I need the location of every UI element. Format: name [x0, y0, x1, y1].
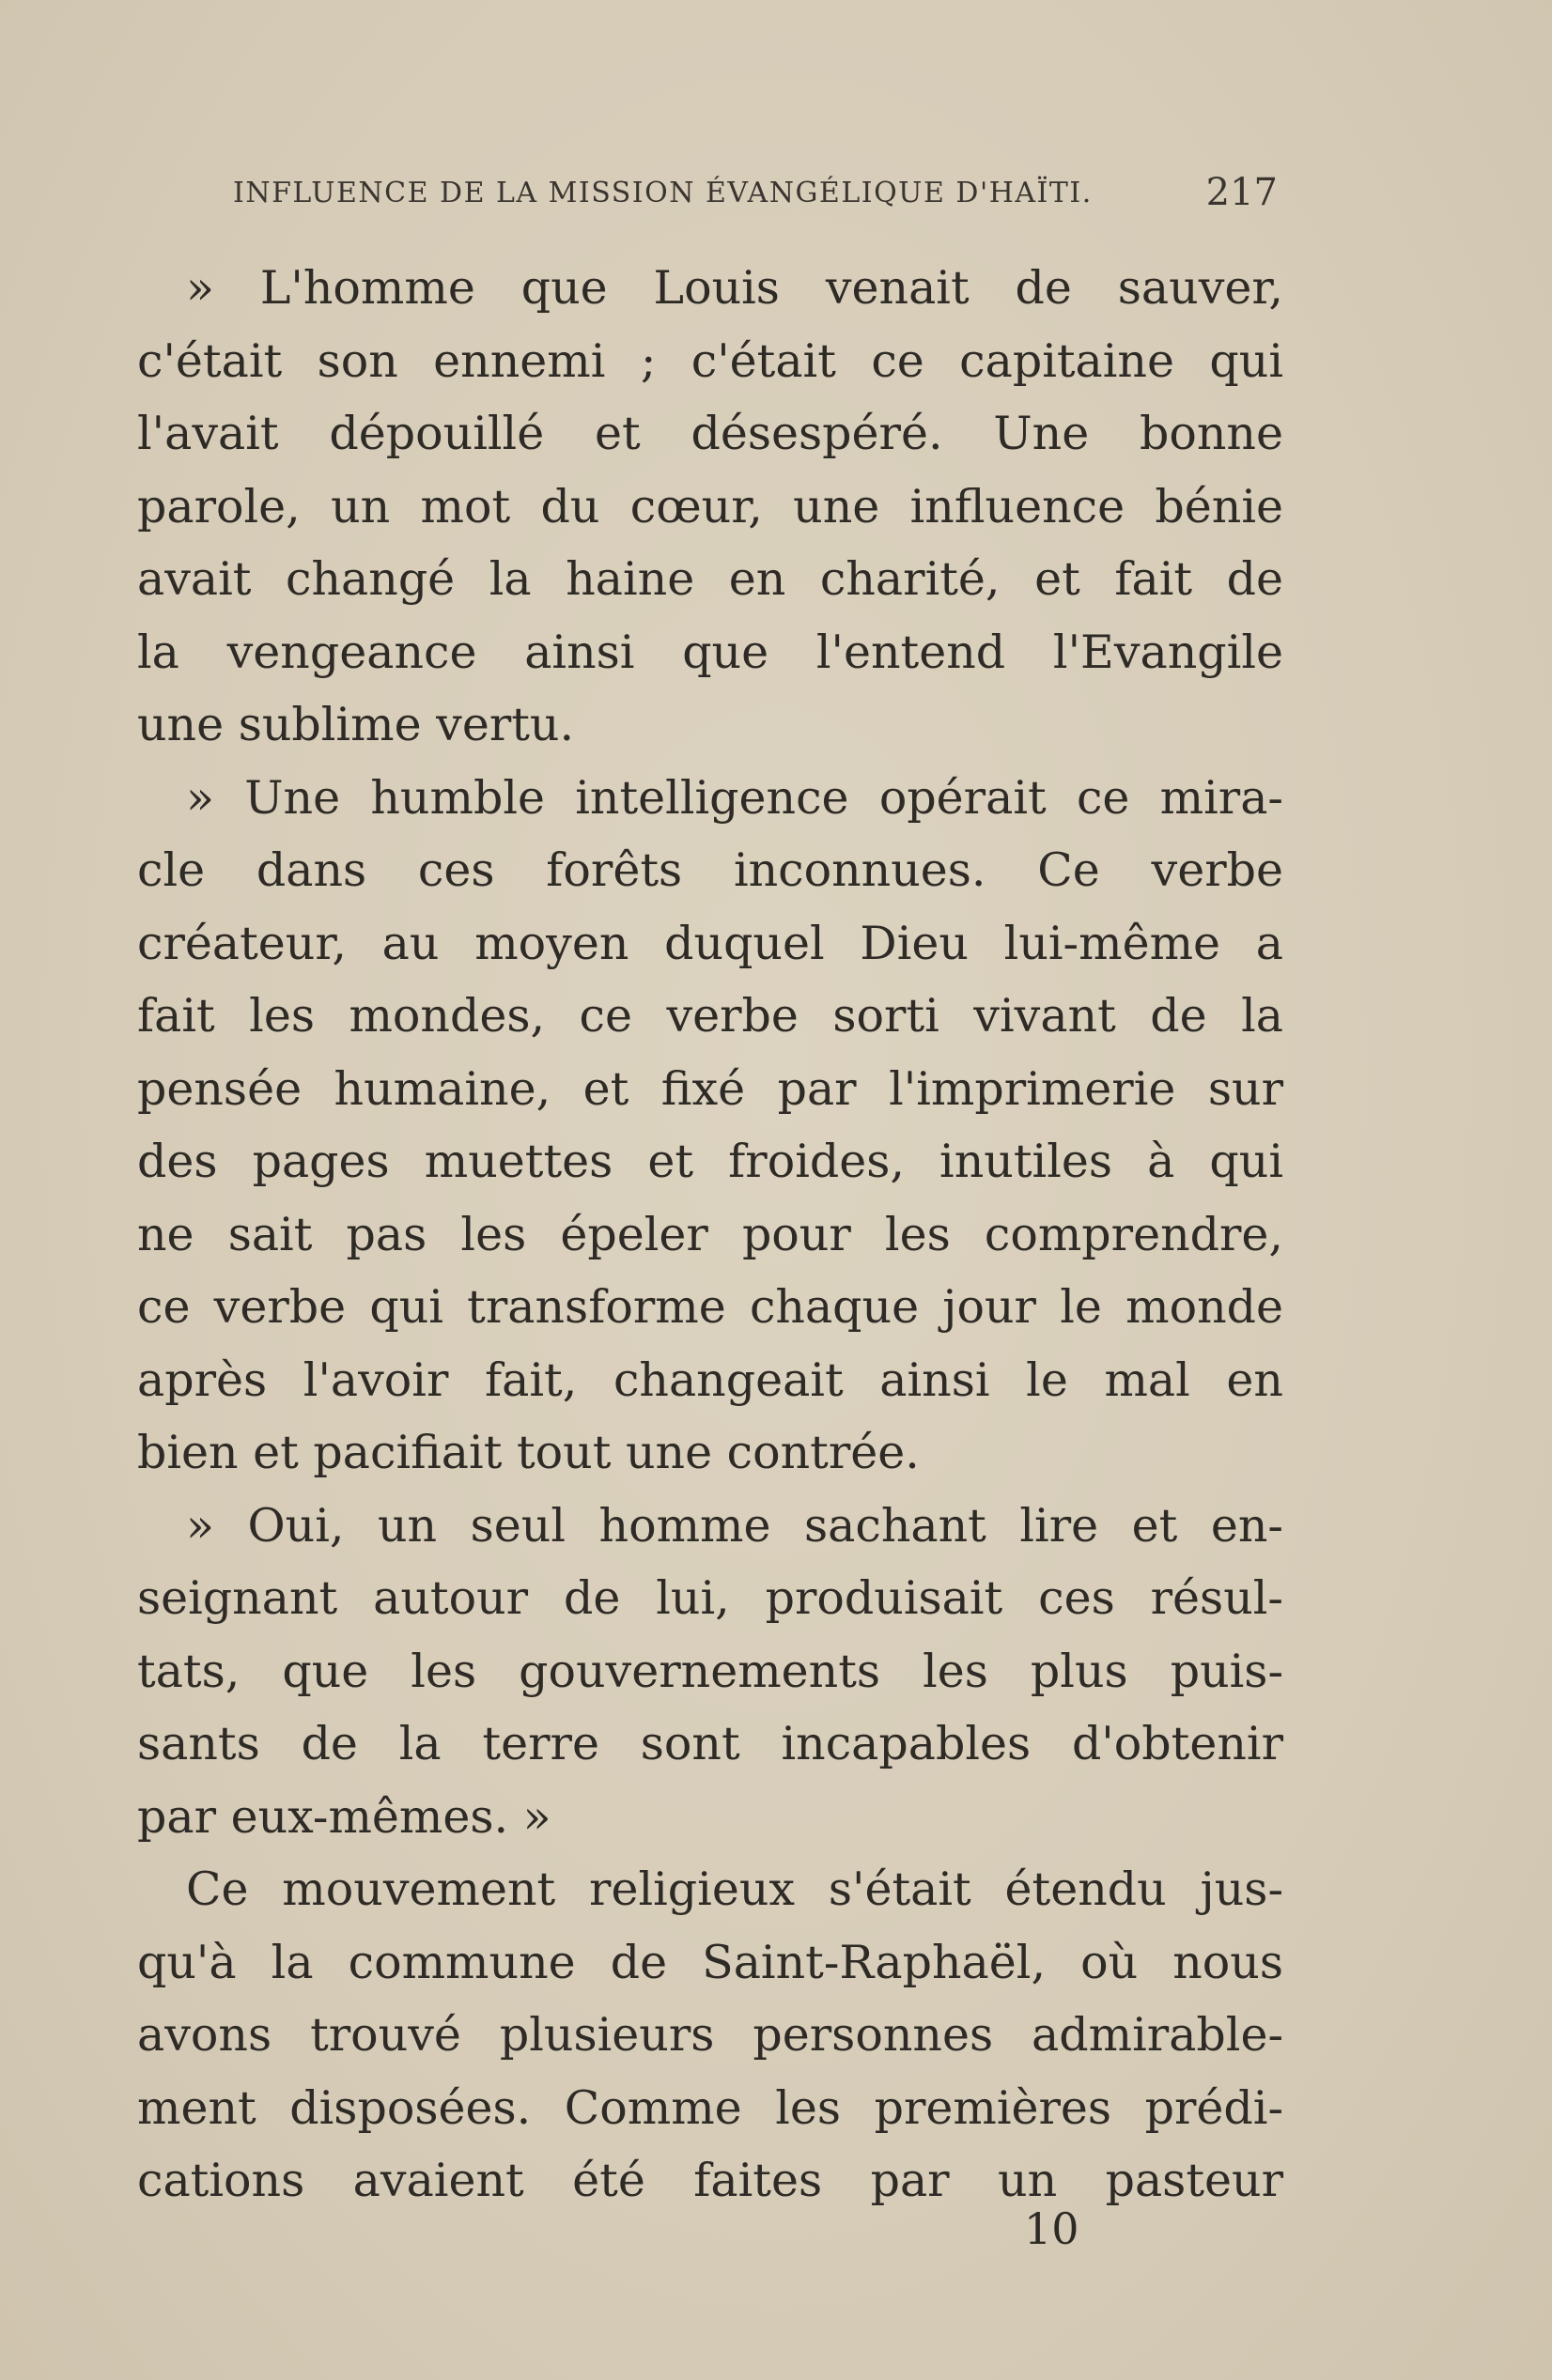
text-line: tats, que les gouvernements les plus puis- [137, 1644, 1283, 1698]
text-line: » L'homme que Louis venait de sauver, [186, 261, 1283, 315]
text-line: créateur, au moyen duquel Dieu lui-même a [137, 916, 1283, 970]
text-line: une sublime vertu. [137, 698, 575, 751]
text-line: l'avait dépouillé et désespéré. Une bonne [137, 407, 1283, 460]
text-line: par eux-mêmes. » [137, 1789, 551, 1844]
text-line: seignant autour de lui, produisait ces résul- [137, 1571, 1283, 1625]
text-line: pensée humaine, et fixé par l'imprimerie sur [137, 1061, 1283, 1116]
running-head [233, 171, 1278, 224]
text-line: qu'à la commune de Saint-Raphaël, où nous [137, 1935, 1283, 1989]
text-line: avons trouvé plusieurs personnes admirable- [137, 2008, 1283, 2062]
text-line: » Une humble intelligence opérait ce mira- [186, 770, 1283, 825]
text-line: sants de la terre sont incapables d'obtenir [137, 1717, 1283, 1770]
text-line: la vengeance ainsi que l'entend l'Evangile [137, 625, 1283, 679]
text-line: cle dans ces forêts inconnues. Ce verbe [137, 843, 1283, 897]
text-line: des pages muettes et froides, inutiles à qui [137, 1135, 1283, 1188]
signature-mark: 10 [1024, 2203, 1079, 2254]
text-line: c'était son ennemi ; c'était ce capitaine qui [137, 333, 1283, 388]
text-line: ment disposées. Comme les premières prédi- [137, 2080, 1283, 2135]
text-line: parole, un mot du cœur, une influence bénie [137, 479, 1283, 533]
text-line: bien et pacifiait tout une contrée. [137, 1426, 920, 1479]
text-line: Ce mouvement religieux s'était étendu jus- [186, 1862, 1283, 1916]
running-head-title: INFLUENCE DE LA MISSION ÉVANGÉLIQUE D'HAÏTI. [233, 177, 1093, 209]
text-line: ce verbe qui transforme chaque jour le monde [137, 1280, 1283, 1334]
text-line: cations avaient été faites par un pasteur [137, 2154, 1283, 2207]
text-line: après l'avoir fait, changeait ainsi le mal en [137, 1352, 1283, 1407]
text-line: ne sait pas les épeler pour les comprendre, [137, 1207, 1283, 1261]
text-line: fait les mondes, ce verbe sorti vivant de la [137, 989, 1283, 1043]
text-line: » Oui, un seul homme sachant lire et en- [186, 1498, 1283, 1553]
page-number: 217 [1205, 171, 1278, 214]
body-text [137, 252, 1283, 2218]
text-line: avait changé la haine en charité, et fait de [137, 552, 1283, 606]
